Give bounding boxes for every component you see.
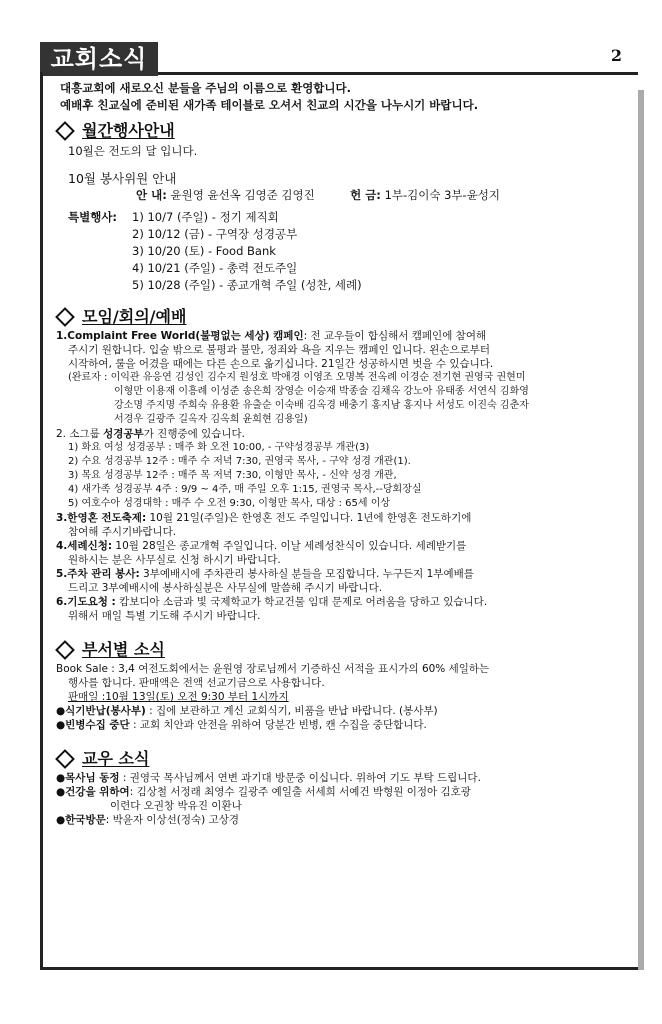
completers-line: 이형만 이용재 이흥례 이성준 송은희 장영순 이승재 박종술 김채옥 강노아 유태종 서연식 김화영 [114,386,529,397]
meeting-item-3: 3.한영혼 전도축제: 10월 21일(주일)은 한영혼 전도 주일입니다. 1년에 한영혼 전도하기에 [56,512,472,524]
page-shadow [638,90,644,970]
section-members-title: 교우 소식 [56,750,626,767]
meeting-item-4: 4.세례신청: 10월 28일은 종교개혁 주일입니다. 이날 세례성찬식이 있습니다. 세례받기를 [56,540,467,552]
offering-label: 헌 금: [350,188,381,202]
study-item: 1) 화요 여성 성경공부 : 매주 화 오전 10:00, - 구약성경공부 개관(3) [68,442,370,453]
meeting-item-6-line: 위해서 매일 특별 기도해 주시기 바랍니다. [68,610,261,622]
intro-line: 대흥교회에 새로오신 분들을 주님의 이름으로 환영합니다. [60,81,352,95]
completers-line: 서경우 길광주 길옥자 김옥희 윤희현 김용일) [114,414,308,425]
completers-line: 강소명 주지명 주희숙 유용환 유출순 이숙배 김옥경 배충기 홍지남 홍지나 서성도 이진숙 김춘자 [114,400,529,411]
event-item: 4) 10/21 (주일) - 총력 전도주일 [132,261,298,275]
meeting-item-1-line: 시작하여, 룰을 어겼을 때에는 다른 손으로 옮기십니다. 21일간 성공하시면 벗을 수 있습니다. [68,358,494,370]
health-prayer-line: 이련다 오권창 박유진 이환나 [110,800,242,812]
guide-names: 윤원영 윤선옥 김영준 김영진 [170,188,315,202]
guide-label: 안 내: [136,188,167,202]
event-item: 5) 10/28 (주일) - 종교개혁 주일 (성찬, 세례) [132,278,362,292]
diamond-icon [55,749,75,769]
health-prayer: ●건강을 위하여: 김상철 서정래 최영수 길광주 예일출 서세희 서예건 박형원 이정아 김호광 [56,786,471,798]
diamond-icon [55,121,75,141]
intro-line: 예배후 친교실에 준비된 새가족 테이블로 오셔서 친교의 시간을 나누시기 바랍니다. [60,98,479,112]
meeting-item-5-line: 드리고 3부예배시에 봉사하실분은 사무실에 말씀해 주시기 바랍니다. [68,582,383,594]
book-sale-line: 행사를 합니다. 판매액은 전액 선교기금으로 사용합니다. [68,677,325,689]
meeting-item-2: 2. 소그룹 성경공부가 진행중에 있습니다. [56,428,246,440]
study-item: 2) 수요 성경공부 12주 : 매주 수 저녁 7:30, 권영국 목사, - 구약 성경 개관(1). [68,456,411,467]
special-event-list [132,209,362,294]
study-item: 5) 여호수아 성경대학 : 매주 수 오전 9:30, 이형만 목사, 대상 : 65세 이상 [68,498,391,509]
study-item: 4) 새가족 성경공부 4주 : 9/9 ~ 4주, 매 주일 오후 1:15, 권영국 목사,--당회장실 [68,484,422,495]
event-item: 1) 10/7 (주일) - 정기 제직회 [132,210,279,224]
study-item: 3) 목요 성경공부 12주 : 매주 목 저녁 7:30, 이형만 목사, - 신약 성경 개관, [68,470,397,481]
section-header-title: 교회소식 [40,42,158,76]
special-events [56,209,626,294]
meetings-list [56,329,626,623]
bottle-collection: ●빈병수집 중단 : 교회 치안과 안전을 위하여 당분간 빈병, 캔 수집을 중단합니다. [56,719,427,731]
meeting-item-4-line: 원하시는 분은 사무실로 신청 하시기 바랍니다. [68,554,281,566]
korea-visit: ●한국방문: 박윤자 이상선(정숙) 고상경 [56,814,240,826]
offering-names: 1부-김이숙 3부-윤성지 [384,188,501,202]
event-item: 3) 10/20 (토) - Food Bank [132,244,276,258]
members-list [56,771,626,827]
section-monthly-title: 월간행사안내 [56,122,626,139]
section-departments-title: 부서별 소식 [56,641,626,658]
dish-return: ●식기반납(봉사부) : 집에 보관하고 계신 교회식기, 비품을 반납 바랍니다. (봉사부) [56,705,438,717]
completers-line: (완료자 : 이익관 유응연 김성인 김수지 원성호 박애경 이영조 오명복 전옥례 이경순 전기현 권영국 권현미 [68,372,526,383]
book-sale-line: Book Sale : 3,4 여전도회에서는 윤원영 장로님께서 기증하신 서적을 표시가의 60% 세일하는 [56,663,490,675]
monthly-theme: 10월은 전도의 달 입니다. [68,144,198,158]
volunteer-row [56,187,626,204]
pastor-news: ●목사님 동정 : 권영국 목사님께서 연변 과기대 방문중 이십니다. 위하여 기도 부탁 드립니다. [56,772,481,784]
meeting-item-1-line: 주시기 원합니다. 입술 밖으로 불평과 불만, 정죄와 욕을 지우는 캠페인 입니다. 왼손으로부터 [68,344,491,356]
section-meetings-title: 모임/회의/예배 [56,308,626,325]
volunteer-title: 10월 봉사위원 안내 [68,171,177,186]
bulletin-content [56,80,626,827]
meeting-item-5: 5.주차 관리 봉사: 3부예배시에 주차관리 봉사하실 분들을 모집합니다. 누구든지 1부예배를 [56,568,474,580]
meeting-item-3-line: 참여해 주시기바랍니다. [68,526,177,538]
diamond-icon [55,307,75,327]
book-sale-date: 판매일 :10월 13일(토) 오전 9:30 부터 1시까지 [68,691,289,703]
event-item: 2) 10/12 (금) - 구역장 성경공부 [132,227,298,241]
departments-list [56,662,626,732]
page-number: 2 [610,46,622,65]
meeting-item-1: 1.Complaint Free World(불평없는 세상) 캠페인: 전 교우들이 합심해서 캠페인에 참여해 [56,330,487,342]
special-label: 특별행사: [68,210,118,224]
diamond-icon [55,640,75,660]
welcome-intro [56,80,626,114]
meeting-item-6: 6.기도요청 : 캄보디아 소금과 빛 국제학교가 학교건물 임대 문제로 어려움을 당하고 있습니다. [56,596,488,608]
